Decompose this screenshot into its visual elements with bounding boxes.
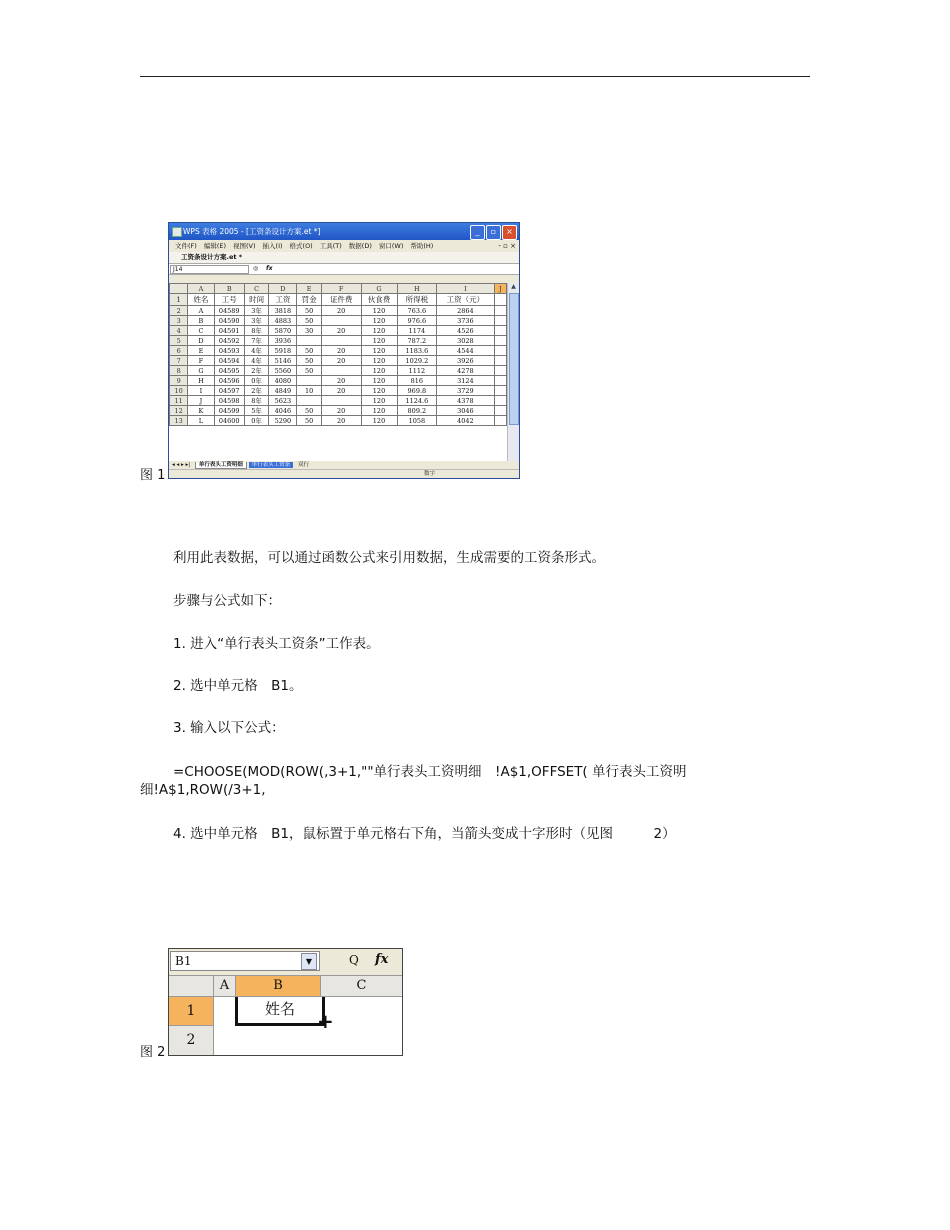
- row-header[interactable]: 4: [170, 326, 188, 336]
- table-cell[interactable]: 4883: [269, 316, 297, 326]
- table-cell[interactable]: [494, 366, 506, 376]
- table-cell[interactable]: 120: [361, 386, 397, 396]
- figure2-cell-detail: [168, 948, 403, 1056]
- row-header[interactable]: 7: [170, 356, 188, 366]
- close-button[interactable]: ×: [502, 225, 517, 240]
- table-cell[interactable]: 2864: [437, 306, 494, 316]
- menu-item[interactable]: 视图(V): [233, 242, 256, 250]
- table-cell[interactable]: 3818: [269, 306, 297, 316]
- table-cell[interactable]: 4278: [437, 366, 494, 376]
- column-header[interactable]: I: [437, 284, 494, 294]
- data-table: [169, 283, 507, 426]
- menu-item[interactable]: 窗口(W): [378, 242, 404, 250]
- table-cell[interactable]: [494, 376, 506, 386]
- table-cell[interactable]: 5870: [269, 326, 297, 336]
- corner-header[interactable]: [170, 284, 188, 294]
- table-cell[interactable]: 4年: [244, 356, 268, 366]
- sheet-grid: [169, 283, 507, 461]
- table-cell[interactable]: 4544: [437, 346, 494, 356]
- column-header[interactable]: D: [269, 284, 297, 294]
- step-2: 2. 选中单元格 B1。: [173, 678, 303, 694]
- table-cell[interactable]: [494, 396, 506, 406]
- paragraph-1: 利用此表数据，可以通过函数公式来引用数据，生成需要的工资条形式。: [173, 550, 605, 566]
- table-cell[interactable]: 4849: [269, 386, 297, 396]
- menu-item[interactable]: 数据(D): [348, 242, 372, 250]
- status-text: 数字: [424, 471, 436, 477]
- column-header[interactable]: G: [361, 284, 397, 294]
- table-cell[interactable]: 4526: [437, 326, 494, 336]
- table-cell[interactable]: 3124: [437, 376, 494, 386]
- menu-item[interactable]: 格式(O): [289, 242, 313, 250]
- table-cell[interactable]: 976.6: [397, 316, 437, 326]
- table-cell[interactable]: 20: [321, 326, 361, 336]
- row-header[interactable]: 9: [170, 376, 188, 386]
- wps-spreadsheet-window: [168, 222, 520, 479]
- table-cell[interactable]: 4042: [437, 416, 494, 426]
- table-cell[interactable]: 120: [361, 396, 397, 406]
- table-cell[interactable]: [494, 346, 506, 356]
- table-cell[interactable]: 4046: [269, 406, 297, 416]
- row-header[interactable]: 1: [170, 294, 188, 306]
- row-header[interactable]: 6: [170, 346, 188, 356]
- table-cell[interactable]: 20: [321, 356, 361, 366]
- table-cell[interactable]: [494, 306, 506, 316]
- table-cell[interactable]: 120: [361, 316, 397, 326]
- table-cell[interactable]: [321, 366, 361, 376]
- table-cell[interactable]: F: [188, 356, 214, 366]
- table-cell[interactable]: 0年: [244, 376, 268, 386]
- menu-item[interactable]: 编辑(E): [203, 242, 226, 250]
- table-cell[interactable]: 证件费: [321, 294, 361, 306]
- table-cell[interactable]: 姓名: [188, 294, 214, 306]
- table-cell[interactable]: 20: [321, 346, 361, 356]
- step-4: 4. 选中单元格 B1，鼠标置于单元格右下角，当箭头变成十字形时（见图 2）: [173, 826, 676, 842]
- table-cell[interactable]: 20: [321, 406, 361, 416]
- table-cell[interactable]: C: [188, 326, 214, 336]
- column-header-c[interactable]: C: [321, 976, 403, 997]
- table-cell[interactable]: 50: [297, 346, 321, 356]
- table-cell[interactable]: [494, 326, 506, 336]
- sheet-tab-1[interactable]: 单行表头工资明细: [195, 462, 247, 469]
- table-cell[interactable]: 伙食费: [361, 294, 397, 306]
- window-title: WPS 表格 2005 - [工资条设计方案.et *]: [183, 227, 321, 236]
- table-cell[interactable]: 120: [361, 366, 397, 376]
- table-cell[interactable]: 3729: [437, 386, 494, 396]
- table-cell[interactable]: 04592: [214, 336, 244, 346]
- table-cell[interactable]: 50: [297, 406, 321, 416]
- table-cell[interactable]: 120: [361, 336, 397, 346]
- app-icon: [172, 227, 182, 237]
- row-header[interactable]: 3: [170, 316, 188, 326]
- table-cell[interactable]: 50: [297, 356, 321, 366]
- zoom-icon[interactable]: ◎: [253, 265, 259, 272]
- formula-bar: [169, 949, 402, 976]
- table-cell[interactable]: 3936: [269, 336, 297, 346]
- table-cell[interactable]: 20: [321, 376, 361, 386]
- table-cell[interactable]: 罚金: [297, 294, 321, 306]
- column-header[interactable]: A: [188, 284, 214, 294]
- menu-item[interactable]: 帮助(H): [410, 242, 434, 250]
- column-header-a[interactable]: A: [214, 976, 236, 997]
- table-cell[interactable]: [494, 356, 506, 366]
- table-cell[interactable]: 5560: [269, 366, 297, 376]
- table-cell[interactable]: 04593: [214, 346, 244, 356]
- zoom-icon[interactable]: Q: [349, 953, 359, 967]
- column-header[interactable]: J: [494, 284, 506, 294]
- table-cell[interactable]: 120: [361, 406, 397, 416]
- table-cell[interactable]: 50: [297, 366, 321, 376]
- table-cell[interactable]: 1124.6: [397, 396, 437, 406]
- column-header[interactable]: C: [244, 284, 268, 294]
- table-cell[interactable]: J: [188, 396, 214, 406]
- table-cell[interactable]: 787.2: [397, 336, 437, 346]
- table-cell[interactable]: 时间: [244, 294, 268, 306]
- table-cell[interactable]: G: [188, 366, 214, 376]
- table-cell[interactable]: 04594: [214, 356, 244, 366]
- table-cell[interactable]: [494, 336, 506, 346]
- sheet-tabs: [169, 461, 519, 469]
- formula-text: =CHOOSE(MOD(ROW(,3+1,""单行表头工资明细 !A$1,OFFSET( 单行表头工资明细!A$1,ROW(/3+1,: [140, 764, 687, 798]
- minimize-button[interactable]: _: [470, 225, 485, 240]
- table-cell[interactable]: 120: [361, 346, 397, 356]
- table-cell[interactable]: [494, 294, 506, 306]
- table-cell[interactable]: 50: [297, 416, 321, 426]
- table-cell[interactable]: 1183.6: [397, 346, 437, 356]
- table-cell[interactable]: 120: [361, 306, 397, 316]
- status-bar: [169, 469, 519, 479]
- corner-header[interactable]: [169, 976, 214, 997]
- table-cell[interactable]: 1029.2: [397, 356, 437, 366]
- table-cell[interactable]: 0年: [244, 416, 268, 426]
- table-cell[interactable]: [297, 336, 321, 346]
- table-cell[interactable]: 1058: [397, 416, 437, 426]
- table-cell[interactable]: L: [188, 416, 214, 426]
- name-box[interactable]: B1: [170, 951, 320, 971]
- table-cell[interactable]: 04595: [214, 366, 244, 376]
- table-cell[interactable]: 工资（元）: [437, 294, 494, 306]
- table-cell[interactable]: 04598: [214, 396, 244, 406]
- table-cell[interactable]: 5年: [244, 406, 268, 416]
- table-cell[interactable]: 3年: [244, 306, 268, 316]
- scroll-up-icon[interactable]: ▲: [511, 283, 516, 290]
- row-header-1[interactable]: 1: [169, 997, 214, 1026]
- table-cell[interactable]: D: [188, 336, 214, 346]
- figure1-caption: 图 1: [140, 468, 166, 483]
- paragraph-2: 步骤与公式如下：: [173, 593, 281, 609]
- table-cell[interactable]: 4378: [437, 396, 494, 406]
- table-cell[interactable]: 4080: [269, 376, 297, 386]
- table-cell[interactable]: 809.2: [397, 406, 437, 416]
- table-cell[interactable]: 5290: [269, 416, 297, 426]
- table-cell[interactable]: 120: [361, 326, 397, 336]
- table-cell[interactable]: 20: [321, 416, 361, 426]
- table-cell[interactable]: 3736: [437, 316, 494, 326]
- table-cell[interactable]: 3028: [437, 336, 494, 346]
- table-cell[interactable]: 工号: [214, 294, 244, 306]
- column-header-b[interactable]: B: [236, 976, 321, 997]
- table-cell[interactable]: 2年: [244, 386, 268, 396]
- row-header[interactable]: 12: [170, 406, 188, 416]
- column-header[interactable]: H: [397, 284, 437, 294]
- column-header[interactable]: F: [321, 284, 361, 294]
- menu-item[interactable]: 插入(I): [262, 242, 283, 250]
- table-cell[interactable]: 04600: [214, 416, 244, 426]
- table-cell[interactable]: 04599: [214, 406, 244, 416]
- table-cell[interactable]: [321, 316, 361, 326]
- row-header[interactable]: 2: [170, 306, 188, 316]
- maximize-button[interactable]: ▫: [486, 225, 501, 240]
- table-cell[interactable]: 1174: [397, 326, 437, 336]
- table-cell[interactable]: 2年: [244, 366, 268, 376]
- table-cell[interactable]: [297, 376, 321, 386]
- fill-handle-cursor-icon: +: [317, 1009, 334, 1033]
- table-cell[interactable]: 4年: [244, 346, 268, 356]
- figure2-caption: 图 2: [140, 1045, 166, 1060]
- table-cell[interactable]: E: [188, 346, 214, 356]
- table-cell[interactable]: 5918: [269, 346, 297, 356]
- table-cell[interactable]: [494, 386, 506, 396]
- table-cell[interactable]: 工资: [269, 294, 297, 306]
- table-cell[interactable]: 763.6: [397, 306, 437, 316]
- table-cell[interactable]: K: [188, 406, 214, 416]
- table-cell[interactable]: [297, 396, 321, 406]
- row-header[interactable]: 11: [170, 396, 188, 406]
- table-cell[interactable]: 8年: [244, 396, 268, 406]
- table-cell[interactable]: 120: [361, 356, 397, 366]
- table-cell[interactable]: 816: [397, 376, 437, 386]
- header-rule: [140, 76, 810, 77]
- menu-item[interactable]: 工具(T): [319, 242, 342, 250]
- scroll-thumb[interactable]: [509, 293, 519, 425]
- fx-icon[interactable]: fx: [375, 952, 389, 967]
- table-cell[interactable]: 30: [297, 326, 321, 336]
- row-header[interactable]: 8: [170, 366, 188, 376]
- table-cell[interactable]: 20: [321, 386, 361, 396]
- column-header[interactable]: E: [297, 284, 321, 294]
- table-cell[interactable]: 04590: [214, 316, 244, 326]
- table-cell[interactable]: H: [188, 376, 214, 386]
- mdi-controls[interactable]: - ▫ ×: [498, 242, 516, 250]
- chevron-down-icon[interactable]: ▼: [301, 953, 317, 970]
- row-header[interactable]: 5: [170, 336, 188, 346]
- table-cell[interactable]: 04591: [214, 326, 244, 336]
- table-cell[interactable]: 1112: [397, 366, 437, 376]
- table-cell[interactable]: 3046: [437, 406, 494, 416]
- table-cell[interactable]: [494, 316, 506, 326]
- step-3: 3. 输入以下公式：: [173, 720, 285, 736]
- menu-item[interactable]: 文件(F): [175, 242, 197, 250]
- table-cell[interactable]: 5146: [269, 356, 297, 366]
- table-cell[interactable]: [494, 406, 506, 416]
- sheet-nav-icon[interactable]: ◂ ◂ ▸ ▸|: [172, 462, 191, 468]
- cell-b1[interactable]: 姓名: [235, 997, 325, 1026]
- table-cell[interactable]: [321, 396, 361, 406]
- table-cell[interactable]: 3年: [244, 316, 268, 326]
- formula-bar: [169, 264, 519, 275]
- table-cell[interactable]: 5623: [269, 396, 297, 406]
- sheet-tab-3[interactable]: 双行: [297, 462, 309, 468]
- table-cell[interactable]: 120: [361, 416, 397, 426]
- table-cell[interactable]: 04589: [214, 306, 244, 316]
- table-cell[interactable]: 所得税: [397, 294, 437, 306]
- document-tab[interactable]: 工资条设计方案.et *: [169, 252, 519, 264]
- menu-bar: [169, 240, 519, 252]
- row-header[interactable]: 13: [170, 416, 188, 426]
- table-cell[interactable]: 7年: [244, 336, 268, 346]
- table-cell[interactable]: 20: [321, 306, 361, 316]
- name-box[interactable]: J14: [170, 265, 249, 274]
- table-cell[interactable]: 04596: [214, 376, 244, 386]
- table-cell[interactable]: A: [188, 306, 214, 316]
- table-cell[interactable]: 3926: [437, 356, 494, 366]
- step-1: 1. 进入“单行表头工资条”工作表。: [173, 636, 380, 652]
- column-header[interactable]: B: [214, 284, 244, 294]
- table-cell[interactable]: 10: [297, 386, 321, 396]
- row-header-2[interactable]: 2: [169, 1026, 214, 1056]
- table-cell[interactable]: [494, 416, 506, 426]
- table-cell[interactable]: 50: [297, 306, 321, 316]
- row-header[interactable]: 10: [170, 386, 188, 396]
- table-cell[interactable]: 969.8: [397, 386, 437, 396]
- table-cell[interactable]: 50: [297, 316, 321, 326]
- table-cell[interactable]: 120: [361, 376, 397, 386]
- table-cell[interactable]: B: [188, 316, 214, 326]
- window-titlebar: [169, 223, 519, 240]
- table-cell[interactable]: I: [188, 386, 214, 396]
- table-cell[interactable]: [321, 336, 361, 346]
- sheet-tab-2[interactable]: 单行表头工资条: [249, 462, 294, 468]
- fx-icon[interactable]: fx: [266, 265, 273, 272]
- vertical-scrollbar[interactable]: [507, 283, 519, 461]
- table-cell[interactable]: 8年: [244, 326, 268, 336]
- table-cell[interactable]: 04597: [214, 386, 244, 396]
